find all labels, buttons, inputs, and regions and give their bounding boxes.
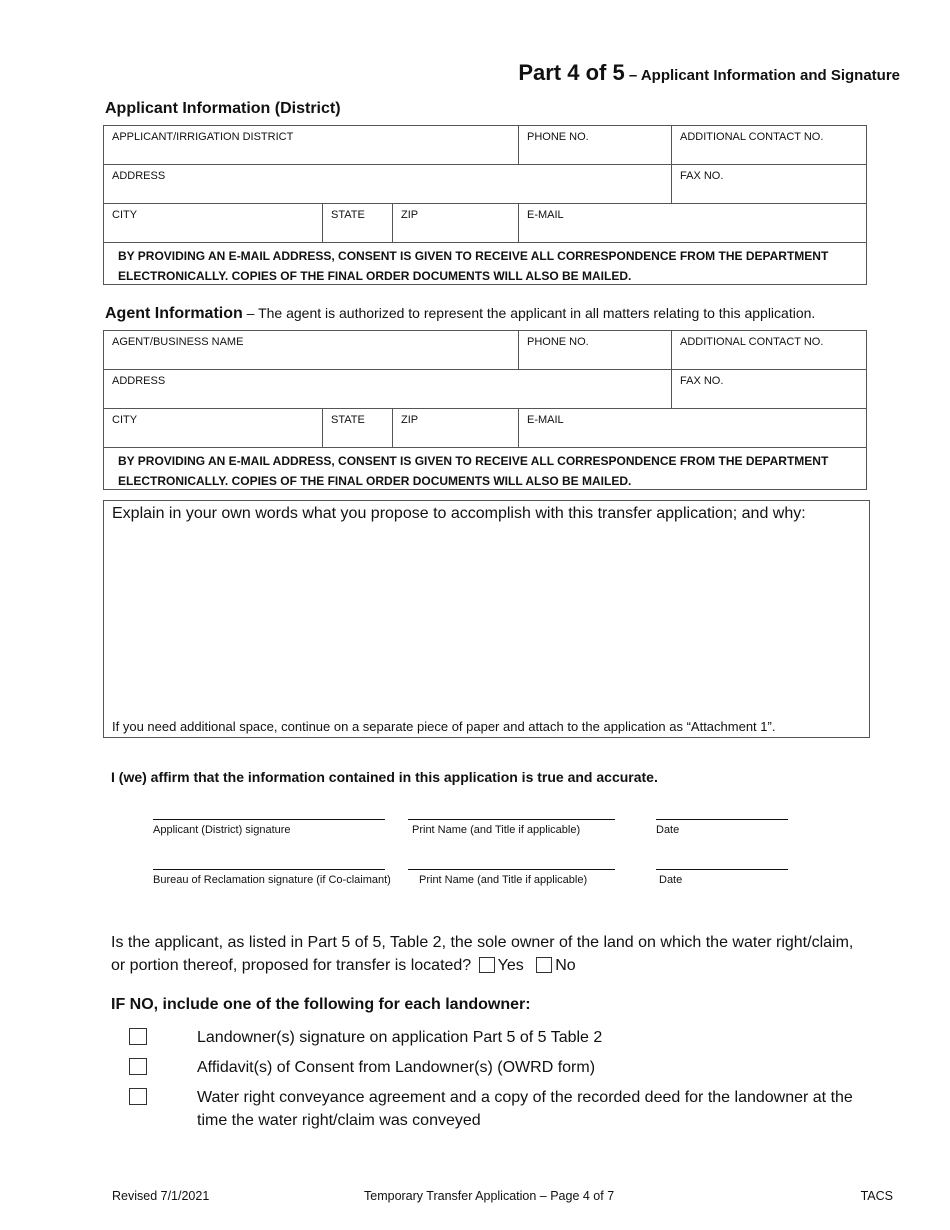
footer-page-label: Temporary Transfer Application – Page 4 of 7	[364, 1189, 615, 1203]
agent-name-field[interactable]: AGENT/BUSINESS NAME	[112, 336, 244, 348]
agent-heading-title: Agent Information	[105, 305, 243, 322]
affidavit-consent-option: Affidavit(s) of Consent from Landowner(s) (OWRD form)	[197, 1059, 596, 1076]
landowner-signature-option: Landowner(s) signature on application Part 5 of 5 Table 2	[197, 1029, 603, 1046]
agent-zip-field[interactable]: ZIP	[392, 408, 518, 447]
reclamation-print-name-line[interactable]	[408, 869, 615, 870]
footer-revised: Revised 7/1/2021	[112, 1189, 210, 1203]
applicant-heading: Applicant Information (District)	[105, 100, 341, 117]
applicant-state-field[interactable]: STATE	[322, 203, 392, 242]
reclamation-signature-label: Bureau of Reclamation signature (if Co-claimant)	[153, 874, 391, 886]
applicant-info-table	[103, 125, 867, 285]
consent-line-2: ELECTRONICALLY. COPIES OF THE FINAL ORDER DOCUMENTS WILL ALSO BE MAILED.	[118, 474, 632, 488]
conveyance-agreement-option: Water right conveyance agreement and a copy of the recorded deed for the landowner at the time the water right/claim was conveyed	[197, 1089, 853, 1129]
explanation-note: If you need additional space, continue on a separate piece of paper and attach to the application as “Attachment 1”.	[112, 719, 776, 734]
agent-state-field[interactable]: STATE	[322, 408, 392, 447]
agent-consent-notice	[104, 447, 866, 489]
landowner-signature-checkbox[interactable]	[129, 1028, 147, 1045]
applicant-name-field[interactable]: APPLICANT/IRRIGATION DISTRICT	[112, 131, 294, 143]
agent-fax-field[interactable]: FAX NO.	[671, 369, 866, 408]
conveyance-agreement-checkbox[interactable]	[129, 1088, 147, 1105]
agent-phone-field[interactable]: PHONE NO.	[518, 331, 671, 370]
yes-checkbox[interactable]	[479, 957, 495, 973]
applicant-date-line[interactable]	[656, 819, 788, 820]
applicant-email-field[interactable]: E-MAIL	[518, 203, 866, 242]
page-title	[518, 60, 900, 86]
agent-heading	[105, 305, 815, 323]
applicant-signature-line[interactable]	[153, 819, 385, 820]
yes-label: Yes	[497, 957, 524, 974]
consent-line-1: BY PROVIDING AN E-MAIL ADDRESS, CONSENT IS GIVEN TO RECEIVE ALL CORRESPONDENCE FROM THE DEPARTMENT	[118, 454, 829, 468]
title-rest: – Applicant Information and Signature	[624, 67, 900, 84]
explanation-textarea[interactable]	[103, 500, 870, 738]
applicant-signature-label: Applicant (District) signature	[153, 824, 291, 836]
applicant-fax-field[interactable]: FAX NO.	[671, 164, 866, 203]
affirmation-statement: I (we) affirm that the information contained in this application is true and accurate.	[111, 769, 658, 785]
agent-address-field[interactable]: ADDRESS	[104, 369, 671, 408]
reclamation-print-name-label: Print Name (and Title if applicable)	[419, 874, 588, 886]
sole-owner-question-text: Is the applicant, as listed in Part 5 of 5, Table 2, the sole owner of the land on which the water right/claim, or portion thereof, proposed for transfer is located?	[111, 934, 854, 974]
applicant-address-field[interactable]: ADDRESS	[104, 164, 671, 203]
applicant-print-name-line[interactable]	[408, 819, 615, 820]
consent-line-1: BY PROVIDING AN E-MAIL ADDRESS, CONSENT IS GIVEN TO RECEIVE ALL CORRESPONDENCE FROM THE DEPARTMENT	[118, 249, 829, 263]
reclamation-signature-line[interactable]	[153, 869, 385, 870]
consent-line-2: ELECTRONICALLY. COPIES OF THE FINAL ORDER DOCUMENTS WILL ALSO BE MAILED.	[118, 269, 632, 283]
agent-additional-contact-field[interactable]: ADDITIONAL CONTACT NO.	[671, 331, 866, 370]
footer-code: TACS	[860, 1189, 893, 1203]
reclamation-date-label: Date	[659, 874, 683, 886]
applicant-print-name-label: Print Name (and Title if applicable)	[412, 824, 581, 836]
affidavit-consent-checkbox[interactable]	[129, 1058, 147, 1075]
agent-info-table	[103, 330, 867, 490]
applicant-city-field[interactable]: CITY	[104, 203, 322, 242]
applicant-phone-field[interactable]: PHONE NO.	[518, 126, 671, 165]
explanation-prompt: Explain in your own words what you propose to accomplish with this transfer application; and why:	[112, 505, 806, 522]
applicant-consent-notice	[104, 242, 866, 284]
agent-heading-note: – The agent is authorized to represent the applicant in all matters relating to this application.	[242, 305, 816, 321]
if-no-heading: IF NO, include one of the following for each landowner:	[111, 996, 531, 1013]
no-label: No	[555, 957, 576, 974]
agent-city-field[interactable]: CITY	[104, 408, 322, 447]
no-checkbox[interactable]	[536, 957, 552, 973]
title-part: Part 4 of 5	[518, 60, 625, 85]
reclamation-date-line[interactable]	[656, 869, 788, 870]
applicant-date-label: Date	[656, 824, 680, 836]
sole-owner-question	[111, 931, 871, 977]
agent-email-field[interactable]: E-MAIL	[518, 408, 866, 447]
applicant-zip-field[interactable]: ZIP	[392, 203, 518, 242]
applicant-additional-contact-field[interactable]: ADDITIONAL CONTACT NO.	[671, 126, 866, 165]
